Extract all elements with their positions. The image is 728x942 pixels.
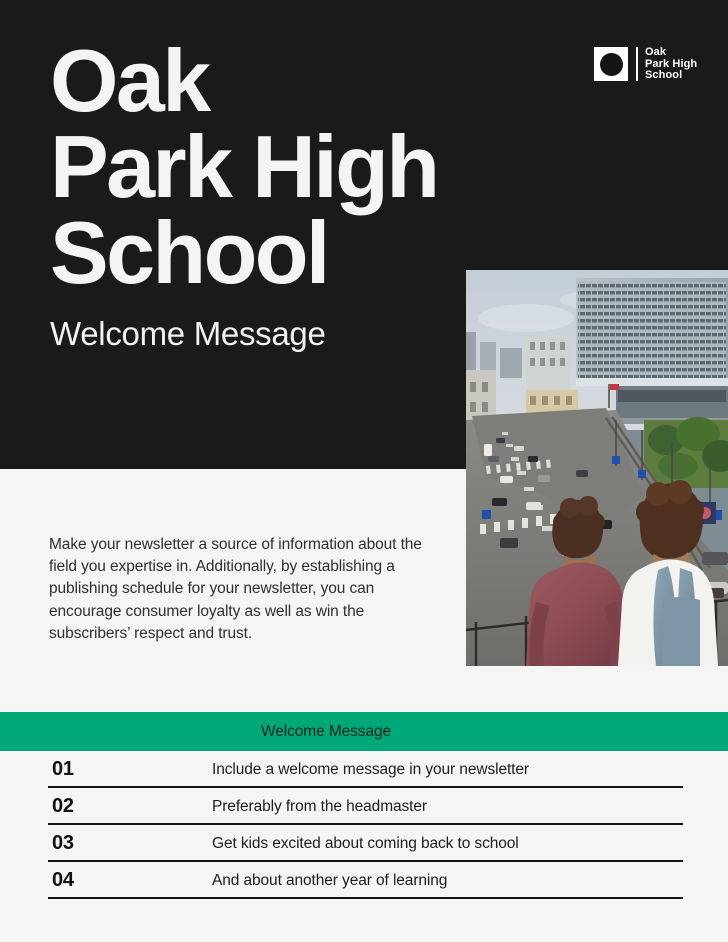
section-banner-label: Welcome Message bbox=[261, 722, 392, 740]
page-title-line-2: Park High bbox=[50, 117, 438, 216]
list-item bbox=[0, 862, 728, 899]
list-item-text: Include a welcome message in your newsletter bbox=[212, 760, 529, 778]
list-item-text: Preferably from the headmaster bbox=[212, 797, 427, 815]
brand-logo bbox=[594, 47, 697, 82]
list-item-number: 01 bbox=[52, 758, 74, 780]
hero-photo bbox=[466, 270, 728, 666]
page-title bbox=[50, 31, 438, 302]
page-subtitle: Welcome Message bbox=[50, 315, 326, 352]
brand-line-3: School bbox=[645, 69, 683, 82]
page-title-line-3: School bbox=[50, 203, 328, 302]
welcome-message-list bbox=[0, 751, 728, 899]
circle-in-square-logo-icon bbox=[594, 47, 628, 81]
logo-divider bbox=[636, 47, 638, 81]
brand-line-2: Park High bbox=[645, 57, 698, 70]
list-item bbox=[0, 751, 728, 788]
page-title-line-1: Oak bbox=[50, 31, 209, 130]
brand-line-1: Oak bbox=[645, 46, 667, 58]
list-item-number: 03 bbox=[52, 832, 74, 854]
logo-circle-icon bbox=[600, 53, 623, 76]
list-item-text: Get kids excited about coming back to school bbox=[212, 834, 519, 852]
list-item bbox=[0, 825, 728, 862]
list-item-text: And about another year of learning bbox=[212, 871, 448, 889]
list-item-number: 02 bbox=[52, 795, 74, 817]
brand-name bbox=[645, 47, 697, 82]
section-banner bbox=[0, 712, 728, 751]
list-item bbox=[0, 788, 728, 825]
intro-paragraph: Make your newsletter a source of information about the field you expertise in. Additionally, by establishing a publishing schedule for your newsletter, you can encourage consumer loyalty as well as win the subscribers’ respect and trust. bbox=[49, 535, 422, 643]
list-item-number: 04 bbox=[52, 869, 74, 891]
row-divider bbox=[48, 897, 683, 899]
